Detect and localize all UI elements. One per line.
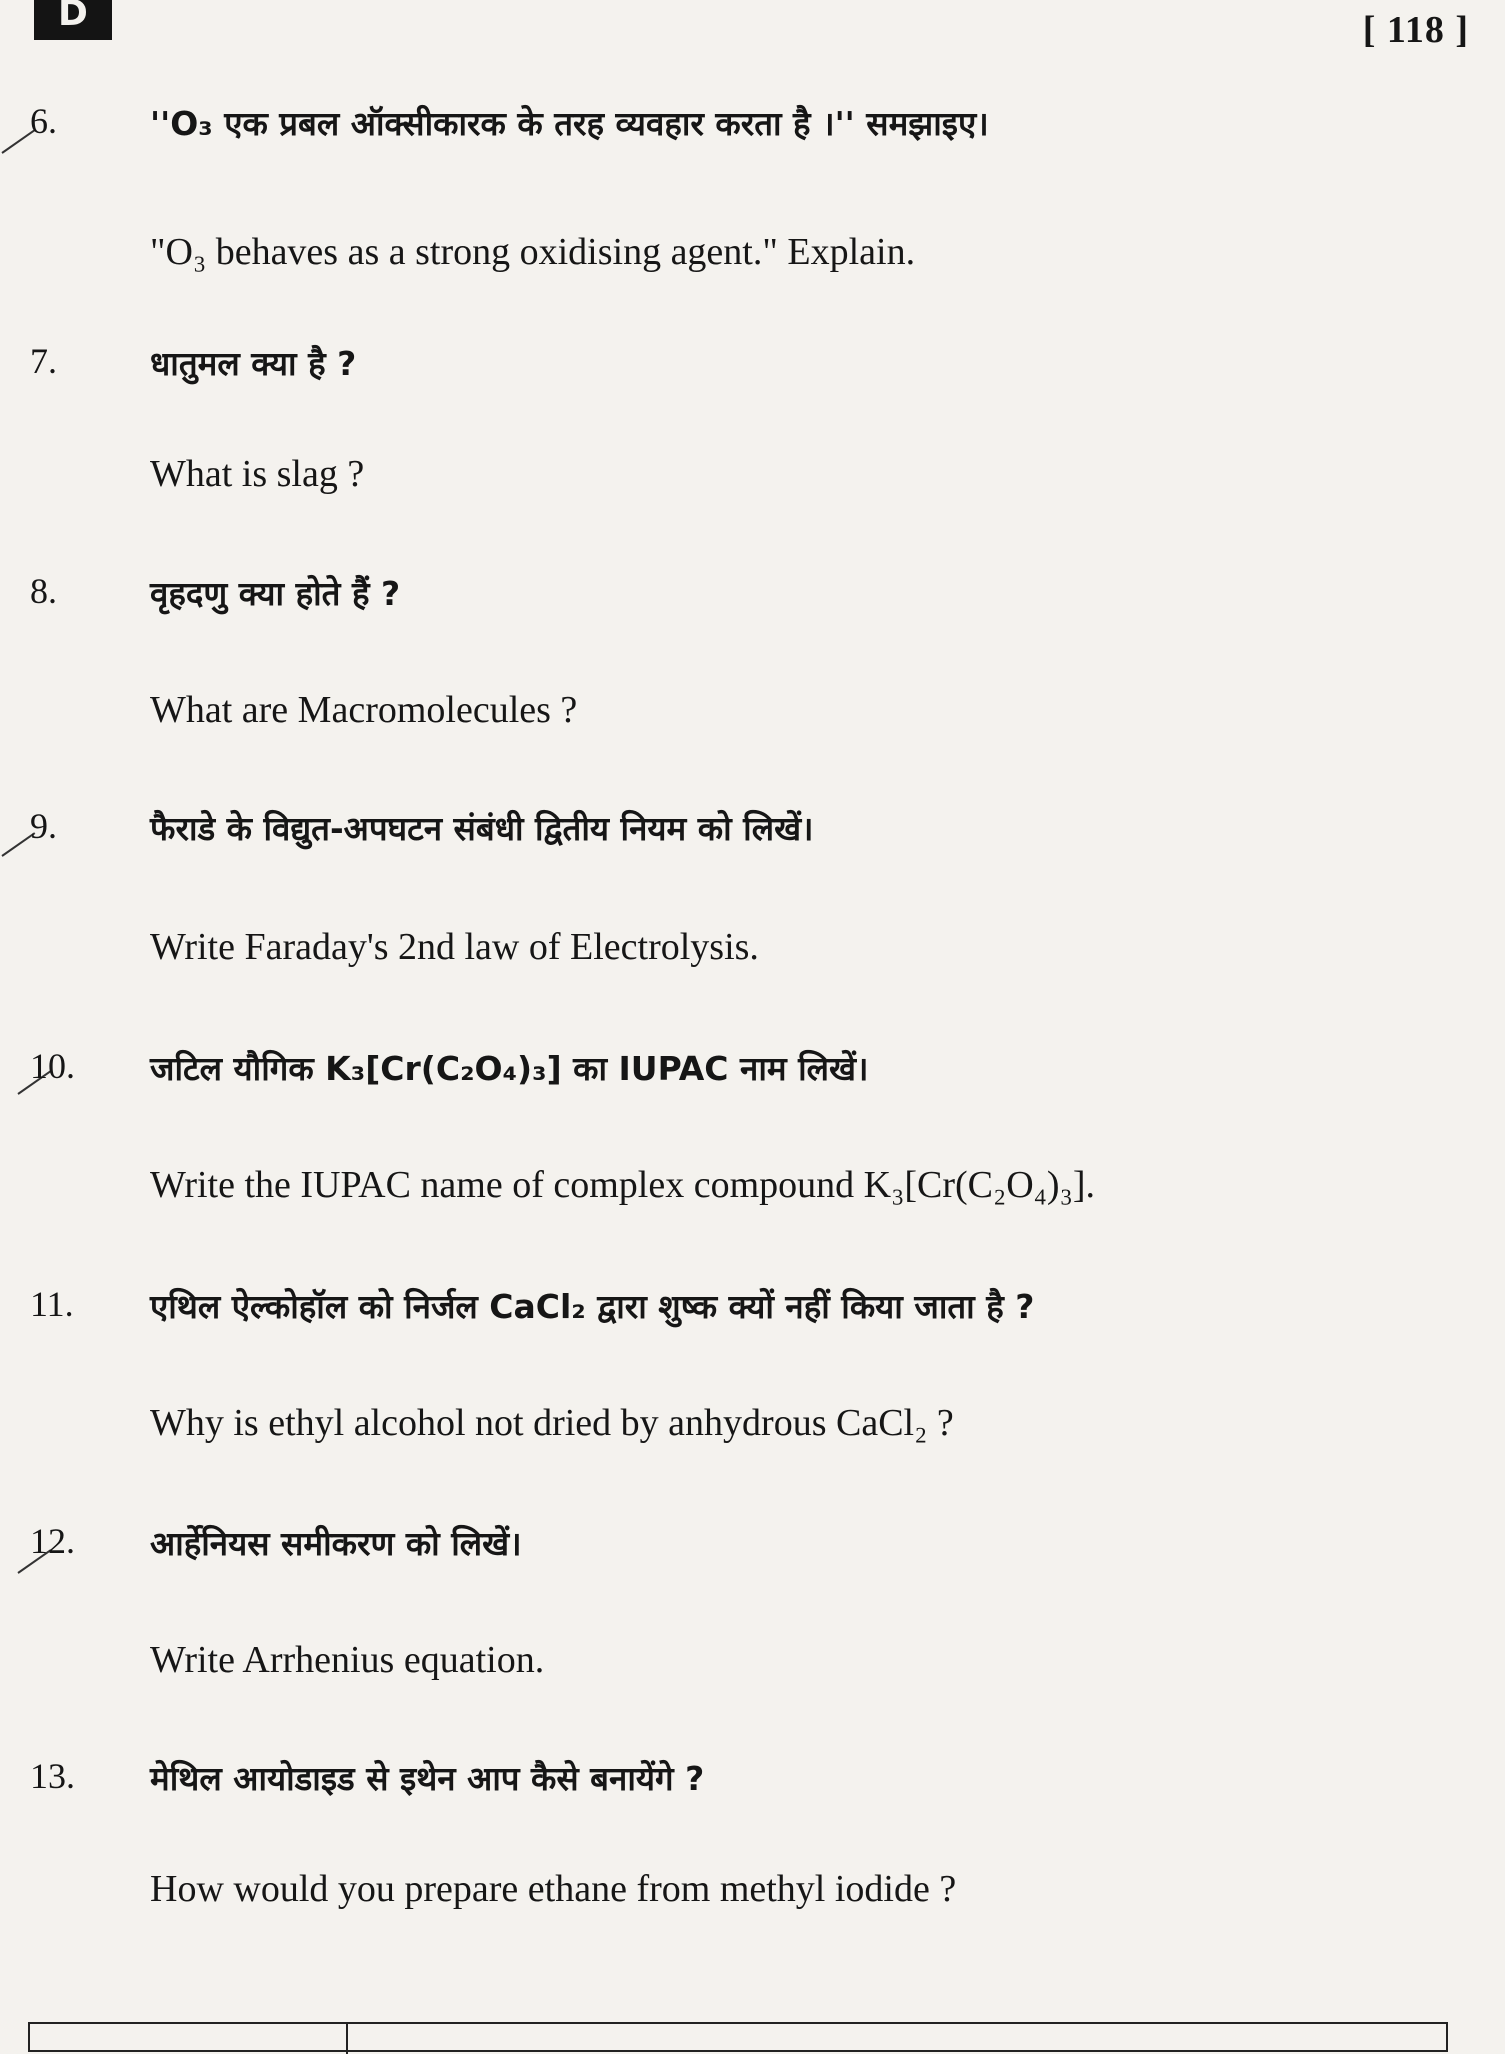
question-number: 8. bbox=[30, 571, 57, 611]
question-english: What is slag ? bbox=[150, 453, 365, 495]
question-hindi: मेथिल आयोडाइड से इथेन आप कैसे बनायेंगे ? bbox=[150, 1759, 705, 1798]
question-number: 7. bbox=[30, 341, 57, 381]
question-english: How would you prepare ethane from methyl iodide ? bbox=[150, 1868, 957, 1910]
question-english: Write Faraday's 2nd law of Electrolysis. bbox=[150, 926, 759, 968]
question-hindi: एथिल ऐल्कोहॉल को निर्जल CaCl₂ द्वारा शुष्क क्यों नहीं किया जाता है ? bbox=[150, 1287, 1035, 1326]
question-hindi: फैराडे के विद्युत-अपघटन संबंधी द्वितीय नियम को लिखें। bbox=[150, 809, 814, 848]
question-hindi: ''O₃ एक प्रबल ऑक्सीकारक के तरह व्यवहार करता है ।'' समझाइए। bbox=[150, 104, 989, 143]
series-code: D bbox=[58, 0, 88, 34]
question-number: 10. bbox=[30, 1046, 75, 1086]
question-hindi: आर्हेनियस समीकरण को लिखें। bbox=[150, 1524, 522, 1563]
footer-box bbox=[28, 2022, 1448, 2052]
footer-box-divider bbox=[346, 2024, 348, 2054]
question-english: Write the IUPAC name of complex compound K₃[Cr(C₂O₄)₃]. bbox=[150, 1164, 1095, 1206]
question-number: 13. bbox=[30, 1756, 75, 1796]
question-number: 6. bbox=[30, 101, 57, 141]
question-hindi: जटिल यौगिक K₃[Cr(C₂O₄)₃] का IUPAC नाम लिखें। bbox=[150, 1049, 869, 1088]
question-number: 9. bbox=[30, 806, 57, 846]
question-english: "O₃ behaves as a strong oxidising agent." Explain. bbox=[150, 231, 916, 273]
question-number: 11. bbox=[30, 1284, 74, 1324]
question-number: 12. bbox=[30, 1521, 75, 1561]
question-english: What are Macromolecules ? bbox=[150, 689, 578, 731]
page-number: [ 118 ] bbox=[1362, 9, 1469, 51]
question-hindi: धातुमल क्या है ? bbox=[150, 344, 357, 383]
question-english: Why is ethyl alcohol not dried by anhydrous CaCl₂ ? bbox=[150, 1402, 954, 1444]
series-badge bbox=[34, 0, 112, 40]
question-hindi: वृहदणु क्या होते हैं ? bbox=[150, 574, 401, 613]
question-english: Write Arrhenius equation. bbox=[150, 1639, 545, 1681]
